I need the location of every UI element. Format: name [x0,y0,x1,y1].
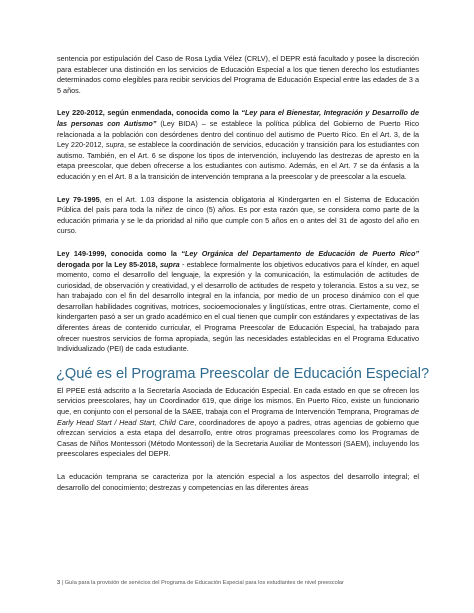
footer-text: Guía para la provisión de servicios del Programa de Educación Especial para los estudiantes de nivel preescolar [64,580,344,586]
law-reference-repeal: derogada por la Ley 85-2018, [57,259,160,269]
program-names: de Early Head Start / Head Start, Child Care [57,407,419,427]
paragraph-ley-149-1999 [57,249,419,355]
law-reference: Ley 79-1995 [57,194,100,204]
paragraph-text: , en el Art. 1.03 dispone la asistencia obligatoria al Kindergarten en el Sistema de Educación Pública del país para toda la niñez de cinco (5) años. Es por esta razón que, se considera como parte de la educación primaria y se le da prioridad al niño que cumple con 5 años en o antes del 31 de agosto del año en curso. [57,194,419,236]
supra-term: supra [105,140,124,150]
paragraph-text: La educación temprana se caracteriza por la atención especial a los aspectos del desarrollo integral; el desarrollo del conocimiento; destrezas y competencias en las diferentes áreas [57,472,419,492]
footer-separator: | [60,580,65,586]
law-reference: Ley 220-2012, según enmendada, conocida como la [57,108,242,118]
paragraph-text: El PPEE está adscrito a la Secretaría Asociada de Educación Especial. En cada estado en que se ofrecen los servicios preescolares, hay un Coordinador 619, que dirige los mismos. En Puerto Rico, existe un funcionario que, en conjunto con el personal de la SAEE, trabaja con el Programa de Intervención Temprana, Programas [57,385,419,417]
page-content [56,54,430,505]
law-reference: Ley 149-1999, conocida como la [57,248,182,258]
page-footer [57,579,437,587]
paragraph-text: , se establece la coordinación de servicios, educación y transición para los estudiantes con autismo. También, en el Art. 6 se dispone los tipos de intervención, incluyendo las destrezas de apresto en la etapa preescolar, que deben ofrecerse a los estudiantes con autismo. Además, en el Art. 7 se da énfasis a la educación y en el Art. 8 a la transición de intervención temprana a la preescolar y de preescolar a la escuela. [57,140,419,181]
paragraph-ley-220-2012 [57,108,419,182]
paragraph-text: , coordinadores de apoyo a padres, otras agencias de gobierno que ofrezcan servicios a esta etapa del desarrollo, entre otros programas preescolares como los Programas de Casas de Niños Montessori (Método Montessori) de la Secretaria Auxiliar de Montessori (SAEM), incluyendo los preescolares especiales del DEPR. [57,417,419,459]
paragraph-text: - establece formalmente los objetivos educativos para el kínder, en aquel momento, como el desarrollo del lenguaje, la expresión y la comunicación, la estimulación de actitudes de curiosidad, de observación y creatividad, y el desarrollo de actitudes de respeto y tolerancia. Estos a su vez, se han trabajado con el fin del desarrollo integral en la infancia, por medio de un proceso dinámico con el que desarrollan habilidades cognitivas, motrices, socioemocionales y lingüísticas, entre otras. Ciertamente, como el kindergarten pasó a ser un grado académico en el cual tienen que cumplir con estándares y expectativas de las diferentes áreas de contenido curricular, el Programa Preescolar de Educación Especial, ha trabajado para ofrecer nuestros servicios de forma apropiada, según las necesidades establecidas en el Programa Educativo Individualizado (PEI) de cada estudiante. [57,259,419,354]
section-heading: ¿Qué es el Programa Preescolar de Educación Especial? [56,365,430,382]
page-number: 3 [57,580,61,586]
paragraph-early-education [57,472,419,493]
paragraph-text: (Ley BIDA) – se establece la política pública del Gobierno de Puerto Rico relacionada a la población con desórdenes dentro del continuo del autismo de Puerto Rico. En el Art. 3, de la Ley 220-2012, [57,118,419,150]
law-title: “Ley Orgánica del Departamento de Educación de Puerto Rico” [181,248,419,258]
law-title: “Ley para el Bienestar, Integración y Desarrollo de las personas con Autismo” [57,108,419,128]
paragraph-crlv [57,54,419,96]
supra-term: supra [159,259,180,269]
paragraph-text: sentencia por estipulación del Caso de Rosa Lydia Vélez (CRLV), el DEPR está facultado y posee la discreción para establecer una distinción en los servicios de Educación Especial a los que tienen derecho los estudiantes determinados como elegibles para recibir servicios del Programa de Educación Especial entre las edades de 3 a 5 años. [57,54,419,95]
paragraph-ppee [57,386,419,460]
paragraph-ley-79-1995 [57,195,419,237]
